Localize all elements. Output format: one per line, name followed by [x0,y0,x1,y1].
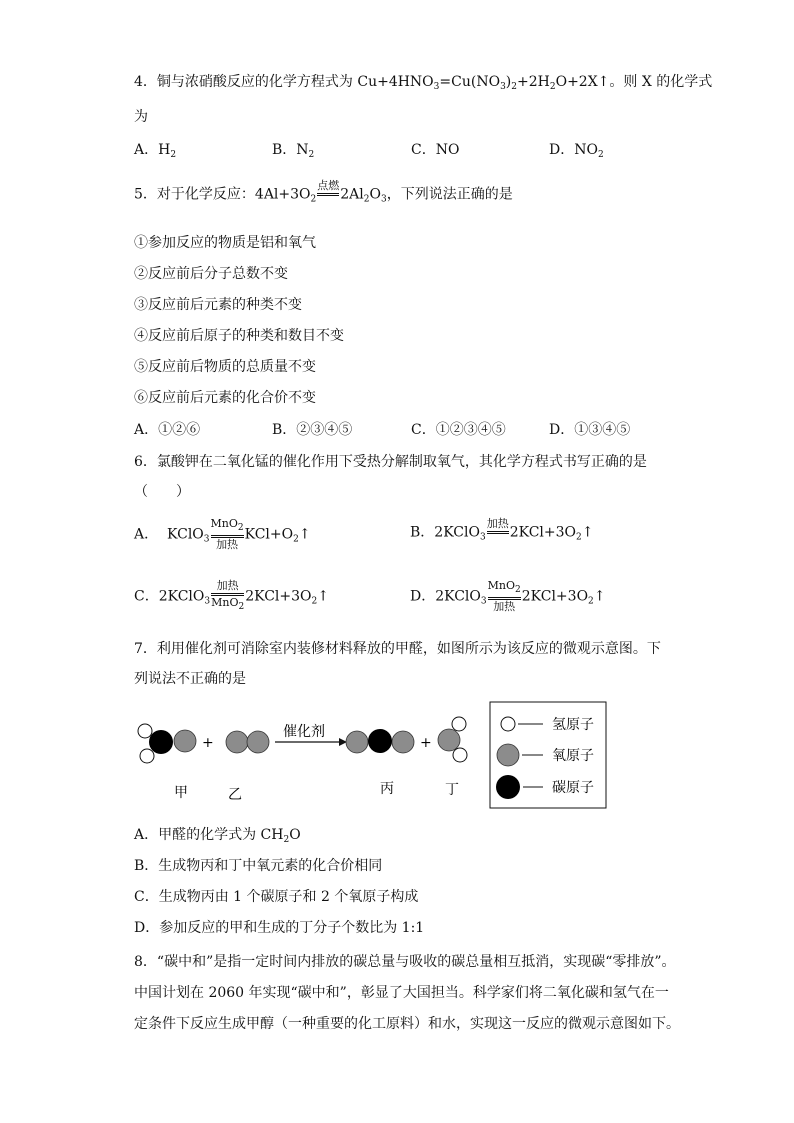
q6-d-condition: MnO$_2$ 加热 [487,579,521,613]
oxygen-atom [174,730,196,752]
q4-option-b: B．$N_2$ [272,142,315,160]
legend-oxygen-label: 氧原子 [552,748,594,764]
q4-option-a: A．$H_2$ [134,142,177,160]
q6-a-condition: MnO$_2$ 加热 [210,517,244,551]
q8-line1: 8．“碳中和”是指一定时间内排放的碳总量与吸收的碳总量相互抵消，实现碳“零排放”。 [134,954,676,970]
legend-carbon-label: 碳原子 [552,780,594,796]
q7-stem-line2: 列说法不正确的是 [134,671,246,687]
q5-option-d: D．①③④⑤ [549,422,631,438]
q5-item-3: ③反应前后元素的种类不变 [134,297,302,313]
q5-stem: 5．对于化学反应：$4Al+3O_2$ 点燃 $2Al_2O_3$，下列说法正确的是 [134,180,513,209]
q5-condition: 点燃 [317,180,339,209]
legend [490,702,606,808]
q5-item-2: ②反应前后分子总数不变 [134,266,288,282]
hydrogen-atom [452,717,466,731]
legend-carbon-icon [496,775,520,799]
q7-option-d: D．参加反应的甲和生成的丁分子个数比为 1:1 [134,920,425,936]
q6-option-d: D．2KClO$_3$ MnO$_2$ 加热 $2KCl+3O_2↑$ [410,579,606,613]
catalyst-label: 催化剂 [283,724,325,740]
label-ding: 丁 [445,782,459,798]
legend-hydrogen-icon [501,717,515,731]
q5-item-5: ⑤反应前后物质的总质量不变 [134,359,316,375]
label-bing: 丙 [380,781,394,797]
molecule-yi [226,731,269,753]
oxygen-atom [438,729,460,751]
carbon-atom [368,729,392,753]
q5-option-b: B．②③④⑤ [272,422,353,438]
molecule-jia [138,724,196,763]
q5-item-4: ④反应前后原子的种类和数目不变 [134,328,344,344]
oxygen-atom [346,731,368,753]
hydrogen-atom [140,749,154,763]
oxygen-atom [226,731,248,753]
plus-sign-1: + [202,735,214,751]
q7-stem-line1: 7．利用催化剂可消除室内装修材料释放的甲醛，如图所示为该反应的微观示意图。下 [134,641,661,657]
plus-sign-2: + [420,735,432,751]
q5-item-6: ⑥反应前后元素的化合价不变 [134,390,316,406]
legend-hydrogen-label: 氢原子 [552,717,594,733]
q6-b-condition: 加热 [487,518,509,547]
q4-option-c: C．NO [411,142,460,158]
molecule-bing [346,729,414,753]
label-yi: 乙 [228,787,242,803]
molecule-ding [438,717,467,762]
q7-option-c: C．生成物丙由 1 个碳原子和 2 个氧原子构成 [134,889,419,905]
label-jia: 甲 [174,785,188,801]
q5-option-a: A．①②⑥ [134,422,201,438]
q7-option-b: B．生成物丙和丁中氧元素的化合价相同 [134,858,383,874]
q8-line3: 定条件下反应生成甲醇（一种重要的化工原料）和水，实现这一反应的微观示意图如下。 [134,1016,680,1032]
oxygen-atom [247,731,269,753]
q6-option-c: C．2KClO$_3$ 加热 MnO$_2$ $2KCl+3O_2↑$ [134,579,329,612]
q5-item-1: ①参加反应的物质是铝和氧气 [134,235,316,251]
q4-option-d: D．$NO_2$ [549,142,604,160]
reaction-diagram [130,700,610,815]
q4-stem: 4．铜与浓硝酸反应的化学方程式为 $Cu+4HNO_3=Cu(NO_3)_2+2H_2O+2X↑$。则 X 的化学式 [134,74,713,92]
q5-option-c: C．①②③④⑤ [411,422,506,438]
q6-option-b: B．2KClO$_3$ 加热 $2KCl+3O_2↑$ [410,518,593,547]
q8-line2: 中国计划在 2060 年实现“碳中和”，彰显了大国担当。科学家们将二氧化碳和氢气在一 [134,985,669,1001]
carbon-atom [149,730,173,754]
q4-stem-line2: 为 [134,109,148,125]
hydrogen-atom [138,724,152,738]
q6-paren: （ ） [134,484,190,500]
q7-option-a: A．甲醛的化学式为 $CH_2O$ [134,827,301,845]
legend-oxygen-icon [497,744,519,766]
q6-c-condition: 加热 MnO$_2$ [211,579,245,612]
q6-option-a: A． KClO$_3$ MnO$_2$ 加热 $KCl+O_2↑$ [134,517,311,551]
hydrogen-atom [453,748,467,762]
q6-stem: 6．氯酸钾在二氧化锰的催化作用下受热分解制取氧气，其化学方程式书写正确的是 [134,454,647,470]
oxygen-atom [392,731,414,753]
